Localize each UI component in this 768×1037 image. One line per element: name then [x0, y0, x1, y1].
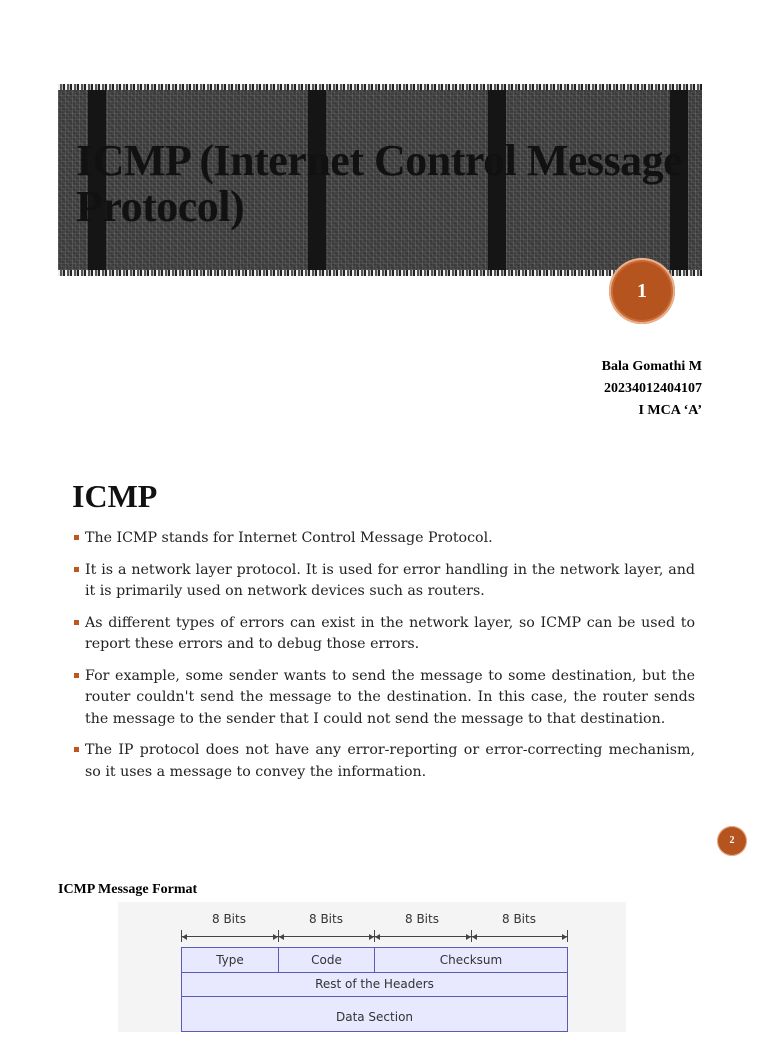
title-banner [58, 84, 702, 276]
slide-title: ICMP (Internet Control Message Protocol) [76, 136, 683, 231]
bullet-item [74, 613, 695, 656]
bullet-item [74, 666, 695, 731]
field-type: Type [181, 947, 279, 973]
bullet-marker-icon [74, 567, 79, 572]
bullet-item [74, 740, 695, 783]
author-block [602, 356, 702, 422]
banner-edge-top [58, 84, 702, 90]
field-data-section: Data Section [181, 996, 568, 1032]
bullet-list [74, 528, 695, 793]
bits-label: 8 Bits [212, 912, 246, 926]
section-heading: ICMP [72, 478, 158, 514]
bullet-text: It is a network layer protocol. It is used for error handling in the network layer, and it is primarily used on network devices such as routers. [85, 561, 695, 599]
bullet-item [74, 560, 695, 603]
bullet-text: The ICMP stands for Internet Control Message Protocol. [85, 530, 493, 546]
slide-number-badge: 2 [717, 826, 747, 856]
field-checksum: Checksum [374, 947, 568, 973]
bits-label: 8 Bits [309, 912, 343, 926]
bullet-marker-icon [74, 747, 79, 752]
author-id: 20234012404107 [604, 381, 702, 396]
format-title: ICMP Message Format [58, 882, 198, 897]
bullet-item [74, 528, 695, 550]
field-rest-of-headers: Rest of the Headers [181, 972, 568, 997]
arrow-tick [567, 930, 568, 942]
bit-arrow [182, 936, 278, 937]
bit-arrow [279, 936, 374, 937]
bullet-marker-icon [74, 620, 79, 625]
bullet-marker-icon [74, 535, 79, 540]
slide-number-badge: 1 [609, 258, 675, 324]
bullet-marker-icon [74, 673, 79, 678]
author-name: Bala Gomathi M [601, 359, 702, 374]
bullet-text: As different types of errors can exist in the network layer, so ICMP can be used to report these errors and to debug those errors. [85, 614, 695, 652]
bullet-text: For example, some sender wants to send the message to some destination, but the router couldn't send the message to the destination. In this case, the router sends the message to the sender that I could not send the message to that destination. [85, 667, 695, 727]
field-code: Code [278, 947, 375, 973]
icmp-format-diagram [118, 902, 626, 1032]
bits-label: 8 Bits [502, 912, 536, 926]
bullet-text: The IP protocol does not have any error-reporting or error-correcting mechanism, so it uses a message to convey the information. [85, 742, 695, 780]
author-class: I MCA ‘A’ [638, 403, 702, 418]
bits-label: 8 Bits [405, 912, 439, 926]
banner-edge-bottom [58, 270, 702, 276]
bit-arrow [375, 936, 471, 937]
bit-arrow [472, 936, 567, 937]
